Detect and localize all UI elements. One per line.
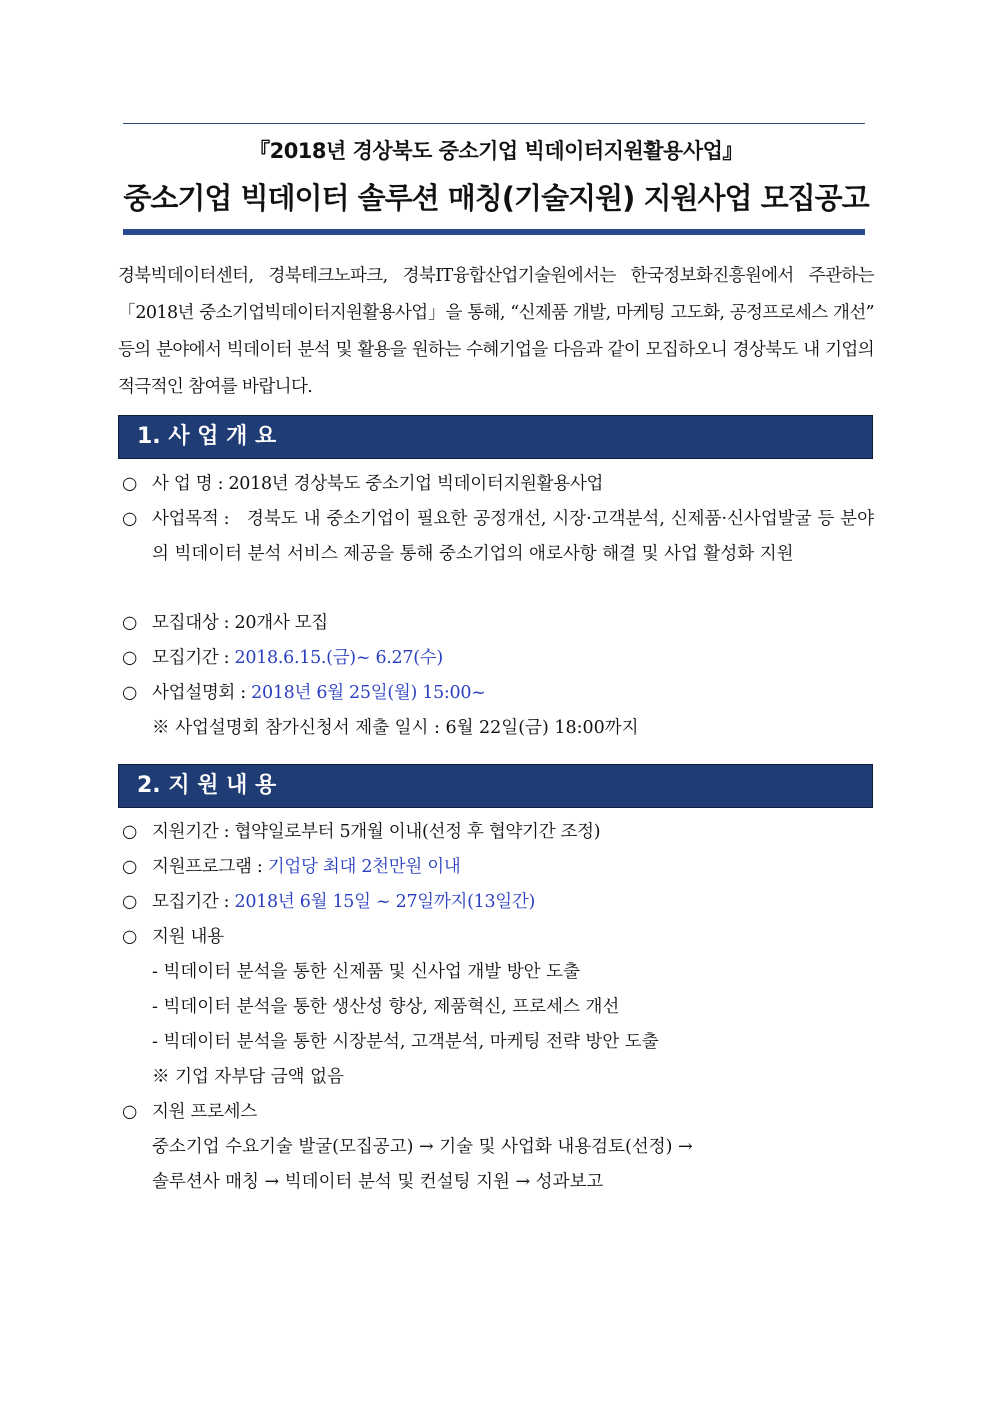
item-label: 사업목적 [152,509,219,529]
support-period-item: ○ 지원기간 : 협약일로부터 5개월 이내(선정 후 협약기간 조정) [122,815,874,850]
briefing-session-value: 2018년 6월 25일(월) 15:00~ [251,683,486,703]
bullet-icon: ○ [122,648,137,668]
bullet-icon: ○ [122,822,137,842]
item-label: 모집대상 [152,613,219,633]
recruit-period-2-value: 2018년 6월 15일 ~ 27일까지(13일간) [234,892,536,912]
support-process-item [122,1095,874,1130]
bullet-icon: ○ [122,474,137,494]
item-label: 모집기간 [152,892,219,912]
process-line-2: 솔루션사 매칭 → 빅데이터 분석 및 컨설팅 지원 → 성과보고 [152,1172,604,1192]
bullet-icon: ○ [122,1102,137,1122]
support-program-item: ○ 지원프로그램 : 기업당 최대 2천만원 이내 [122,850,874,885]
support-content-sub-1: - 빅데이터 분석을 통한 신제품 및 신사업 개발 방안 도출 [152,962,580,982]
notice-subtitle: 『2018년 경상북도 중소기업 빅데이터지원활용사업』 [249,139,743,163]
recruit-period-value: 2018.6.15.(금)~ 6.27(수) [234,648,443,668]
item-value: 2018년 경상북도 중소기업 빅데이터지원활용사업 [228,474,604,494]
notice-title: 중소기업 빅데이터 솔루션 매칭(기술지원) 지원사업 모집공고 [123,181,869,215]
item-label: 사업설명회 [152,683,236,703]
item-label: 모집기간 [152,648,219,668]
bullet-icon: ○ [122,927,137,947]
bullet-icon: ○ [122,683,137,703]
bullet-icon: ○ [122,857,137,877]
bullet-icon: ○ [122,892,137,912]
item-value: 협약일로부터 5개월 이내(선정 후 협약기간 조정) [234,822,601,842]
item-label: 사 업 명 [152,474,213,494]
recruit-target-item: ○ 모집대상 : 20개사 모집 [122,606,874,641]
item-label: 지원프로그램 [152,857,252,877]
title-underline [123,229,865,235]
support-content-sub-2: - 빅데이터 분석을 통한 생산성 향상, 제품혁신, 프로세스 개선 [152,997,620,1017]
item-label: 지원 내용 [152,927,224,947]
briefing-note: ※ 사업설명회 참가신청서 제출 일시 : 6월 22일(금) 18:00까지 [152,718,639,738]
support-content-sub-3: - 빅데이터 분석을 통한 시장분석, 고객분석, 마케팅 전략 방안 도출 [152,1032,659,1052]
self-payment-note: ※ 기업 자부담 금액 없음 [152,1067,344,1087]
business-purpose-text: 경북도 내 중소기업이 필요한 공정개선, 시장·고객분석, 신제품·신사업발굴 등 분야의 빅데이터 분석 서비스 제공을 통해 중소기업의 애로사항 해결 및 사업 활성화 지원 [152,509,874,564]
bullet-icon: ○ [122,613,137,633]
recruit-period-2-item: ○ 모집기간 : 2018년 6월 15일 ~ 27일까지(13일간) [122,885,874,920]
briefing-session-item: ○ 사업설명회 : 2018년 6월 25일(월) 15:00~ [122,676,874,711]
bullet-icon: ○ [122,509,137,529]
intro-paragraph: 경북빅데이터센터, 경북테크노파크, 경북IT융합산업기술원에서는 한국정보화진흥원에서 주관하는 「2018년 중소기업빅데이터지원활용사업」을 통해, “신제품 개발, 마케팅 고도화, 공정프로세스 개선” 등의 분야에서 빅데이터 분석 및 활용을 원하는 수혜기업을 다음과 같이 모집하오니 경상북도 내 기업의 적극적인 참여를 바랍니다. [118,266,874,397]
recruit-period-item: ○ 모집기간 : 2018.6.15.(금)~ 6.27(수) [122,641,874,676]
section-2-header: 2. 지 원 내 용 [118,764,873,808]
top-rule [123,123,865,124]
section-1-header: 1. 사 업 개 요 [118,415,873,459]
item-label: 지원 프로세스 [152,1102,257,1122]
item-value: 20개사 모집 [234,613,328,633]
support-content-item [122,920,874,955]
process-line-1: 중소기업 수요기술 발굴(모집공고) → 기술 및 사업화 내용검토(선정) → [152,1137,693,1157]
business-purpose-item: ○ 사업목적 : [122,502,874,537]
support-program-value: 기업당 최대 2천만원 이내 [267,857,461,877]
item-label: 지원기간 [152,822,219,842]
business-name-item: ○ 사 업 명 : 2018년 경상북도 중소기업 빅데이터지원활용사업 [122,467,874,502]
